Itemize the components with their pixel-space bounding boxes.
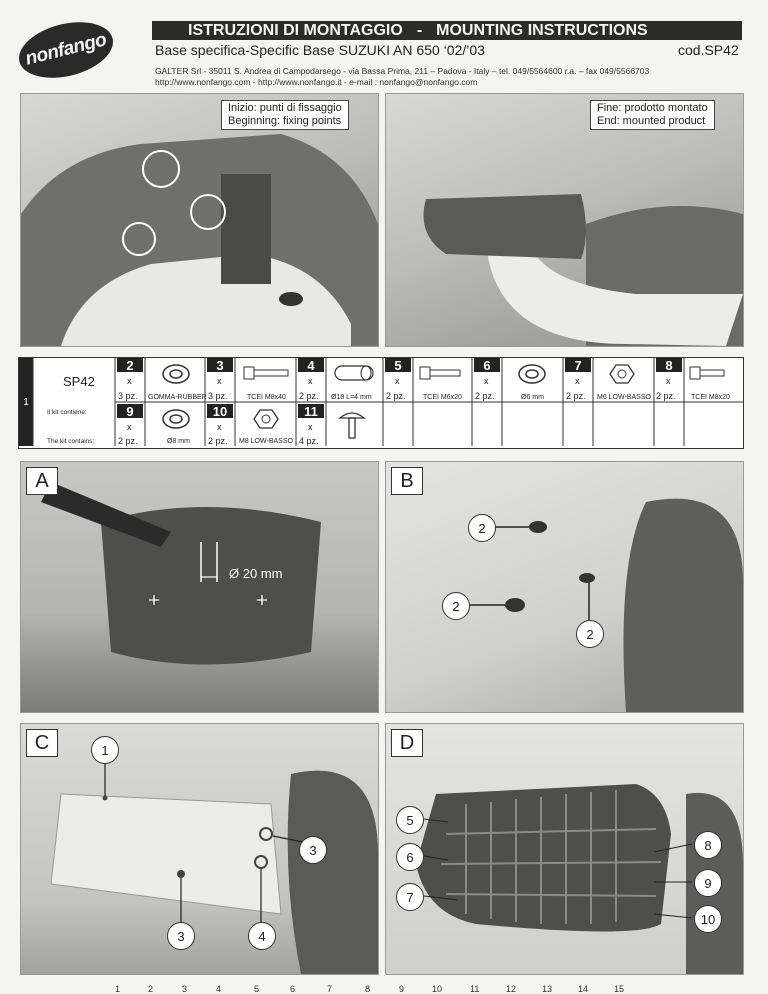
photo-beginning: [20, 93, 379, 347]
kit-contains-it: Il kit contiene:: [47, 409, 87, 416]
item-quantity: 3 pz.: [118, 391, 138, 401]
item-number: 7: [565, 358, 591, 372]
step-b-letter: B: [391, 467, 423, 495]
item-number: 10: [207, 404, 233, 418]
callout-5: 5: [396, 806, 424, 834]
title-bar: [152, 21, 742, 40]
item-label: TCEI M6x20: [423, 394, 462, 401]
title-separator: -: [416, 21, 423, 39]
scale-number: 7: [327, 984, 333, 994]
title-english: MOUNTING INSTRUCTIONS: [436, 21, 648, 39]
item-number: 9: [117, 404, 143, 418]
beginning-label: Inizio: punti di fissaggio Beginning: fixing points: [221, 100, 349, 130]
callout-8: 8: [694, 831, 722, 859]
scale-number: 8: [365, 984, 371, 994]
item-label: GOMMA-RUBBER: [148, 394, 207, 401]
kit-row-marker: 1: [19, 358, 33, 446]
nonfango-logo: nonfango: [13, 13, 119, 87]
callout-9: 9: [694, 869, 722, 897]
kit-contents-table: 1 SP42 Il kit contiene: The kit contains: 2 x 3 pz. GOMMA-RUBBER 3 x 3 pz. TCEI M8x40 4 x 2 pz. Ø18 L=4 mm 5 x 2 pz. TCEI M6x20 6 x 2 pz. Ø6 mm 7 x 2 pz. M6 LOW-BASSO 8 x 2 pz. TCEI M8x20 9 x 2 pz. Ø8 mm 10 x 2 pz. M8 LOW-BASSO 11 x 4 pz.: [18, 357, 744, 449]
scale-number: 9: [399, 984, 405, 994]
item-quantity: 2 pz.: [475, 391, 495, 401]
item-label: M8 LOW-BASSO: [239, 438, 293, 445]
callout-1: 1: [91, 736, 119, 764]
title-italian: ISTRUZIONI DI MONTAGGIO: [188, 21, 403, 39]
scale-number: 15: [614, 984, 625, 994]
scale-number: 4: [216, 984, 222, 994]
photo-step-d: [385, 723, 744, 975]
kit-grid: [19, 358, 743, 446]
product-code: cod.SP42: [678, 42, 739, 58]
item-quantity: 2 pz.: [299, 391, 319, 401]
kit-contains-en: The kit contains:: [47, 438, 95, 445]
scale-number: 12: [506, 984, 517, 994]
callout-7: 7: [396, 883, 424, 911]
item-quantity: 2 pz.: [386, 391, 406, 401]
callout-3: 3: [299, 836, 327, 864]
subtitle: Base specifica-Specific Base SUZUKI AN 650 ‘02/’03: [155, 42, 485, 58]
item-number: 11: [298, 404, 324, 418]
callout-3: 3: [167, 922, 195, 950]
scale-number: 1: [115, 984, 121, 994]
scale-number: 6: [290, 984, 296, 994]
callout-2: 2: [576, 620, 604, 648]
photo-step-a: [20, 461, 379, 713]
item-quantity: 4 pz.: [299, 436, 319, 446]
company-address: GALTER Srl - 35011 S. Andrea di Campodarsego - via Bassa Prima, 211 – Padova - Italy – tel. 049/5564600 r.a. – fax 049/5566703 http://www.nonfango.com - http://www.nonfango.it - e-mail : nonfango@nonfango.com: [155, 66, 650, 87]
callout-6: 6: [396, 843, 424, 871]
kit-code: SP42: [63, 374, 95, 389]
item-label: Ø6 mm: [521, 394, 544, 401]
callout-10: 10: [694, 905, 722, 933]
step-a-letter: A: [26, 467, 58, 495]
photo-step-b: [385, 461, 744, 713]
step-c-letter: C: [26, 729, 58, 757]
hole-diameter-label: Ø 20 mm: [229, 566, 283, 581]
item-number: 8: [656, 358, 682, 372]
scale-number: 11: [470, 984, 480, 994]
scale-number: 5: [254, 984, 260, 994]
callout-2: 2: [468, 514, 496, 542]
item-number: 2: [117, 358, 143, 372]
photo-step-c: [20, 723, 379, 975]
step-d-letter: D: [391, 729, 423, 757]
scale-number: 13: [542, 984, 553, 994]
item-quantity: 2 pz.: [118, 436, 138, 446]
callout-2: 2: [442, 592, 470, 620]
item-number: 5: [385, 358, 411, 372]
item-quantity: 2 pz.: [656, 391, 676, 401]
item-label: Ø8 mm: [167, 438, 190, 445]
scale-number: 14: [578, 984, 589, 994]
photo-end: [385, 93, 744, 347]
end-label: Fine: prodotto montato End: mounted product: [590, 100, 715, 130]
item-quantity: 3 pz.: [208, 391, 228, 401]
item-label: TCEI M8x20: [691, 394, 730, 401]
scale-number: 10: [432, 984, 443, 994]
item-quantity: 2 pz.: [566, 391, 586, 401]
item-number: 6: [474, 358, 500, 372]
callout-4: 4: [248, 922, 276, 950]
item-number: 4: [298, 358, 324, 372]
item-label: M6 LOW-BASSO: [597, 394, 651, 401]
scale-number: 2: [148, 984, 154, 994]
item-label: Ø18 L=4 mm: [331, 394, 372, 401]
item-number: 3: [207, 358, 233, 372]
item-label: TCEI M8x40: [247, 394, 286, 401]
item-quantity: 2 pz.: [208, 436, 228, 446]
scale-number: 3: [182, 984, 188, 994]
